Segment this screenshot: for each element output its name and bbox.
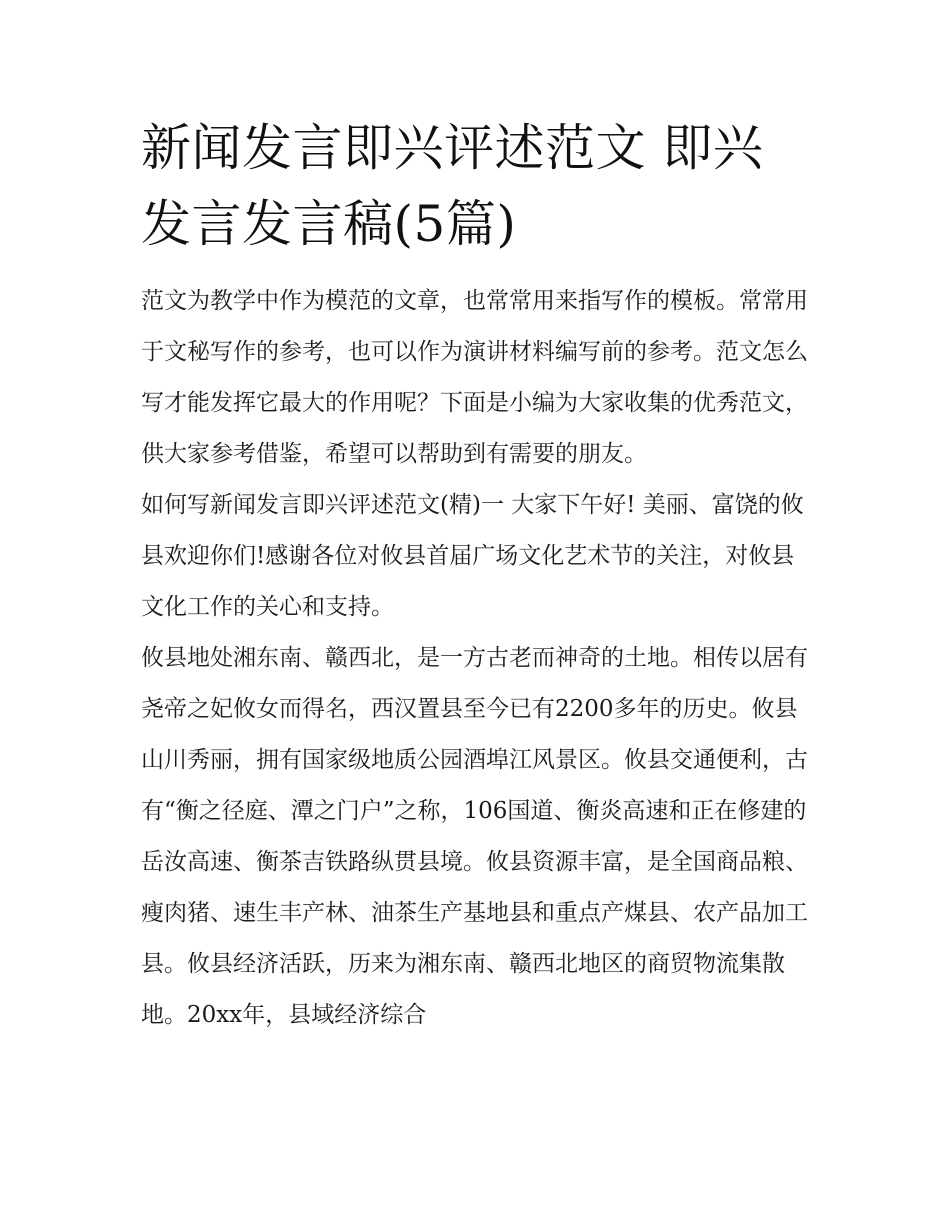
paragraph-county-overview: 攸县地处湘东南、赣西北，是一方古老而神奇的土地。相传以居有尧帝之妃攸女而得名，西汉置县至今已有2200多年的历史。攸县山川秀丽，拥有国家级地质公园酒埠江风景区。攸县交通便利，古有“衡之径庭、潭之门户”之称，106国道、衡炎高速和正在修建的岳汝高速、衡茶吉铁路纵贯县境。攸县资源丰富，是全国商品粮、瘦肉猪、速生丰产林、油茶生产基地县和重点产煤县、农产品加工县。攸县经济活跃，历来为湘东南、赣西北地区的商贸物流集散地。20xx年，县域经济综合 (141, 645, 808, 1028)
document-page (141, 110, 813, 1041)
paragraph-greeting: 如何写新闻发言即兴评述范文(精)一 大家下午好! 美丽、富饶的攸县欢迎你们!感谢各位对攸县首届广场文化艺术节的关注，对攸县文化工作的关心和支持。 (141, 492, 804, 620)
document-title: 新闻发言即兴评述范文 即兴发言发言稿(5篇) (141, 119, 764, 253)
paragraph-intro: 范文为教学中作为模范的文章，也常常用来指写作的模板。常常用于文秘写作的参考，也可以作为演讲材料编写前的参考。范文怎么写才能发挥它最大的作用呢？下面是小编为大家收集的优秀范文，供大家参考借鉴，希望可以帮助到有需要的朋友。 (141, 288, 808, 467)
